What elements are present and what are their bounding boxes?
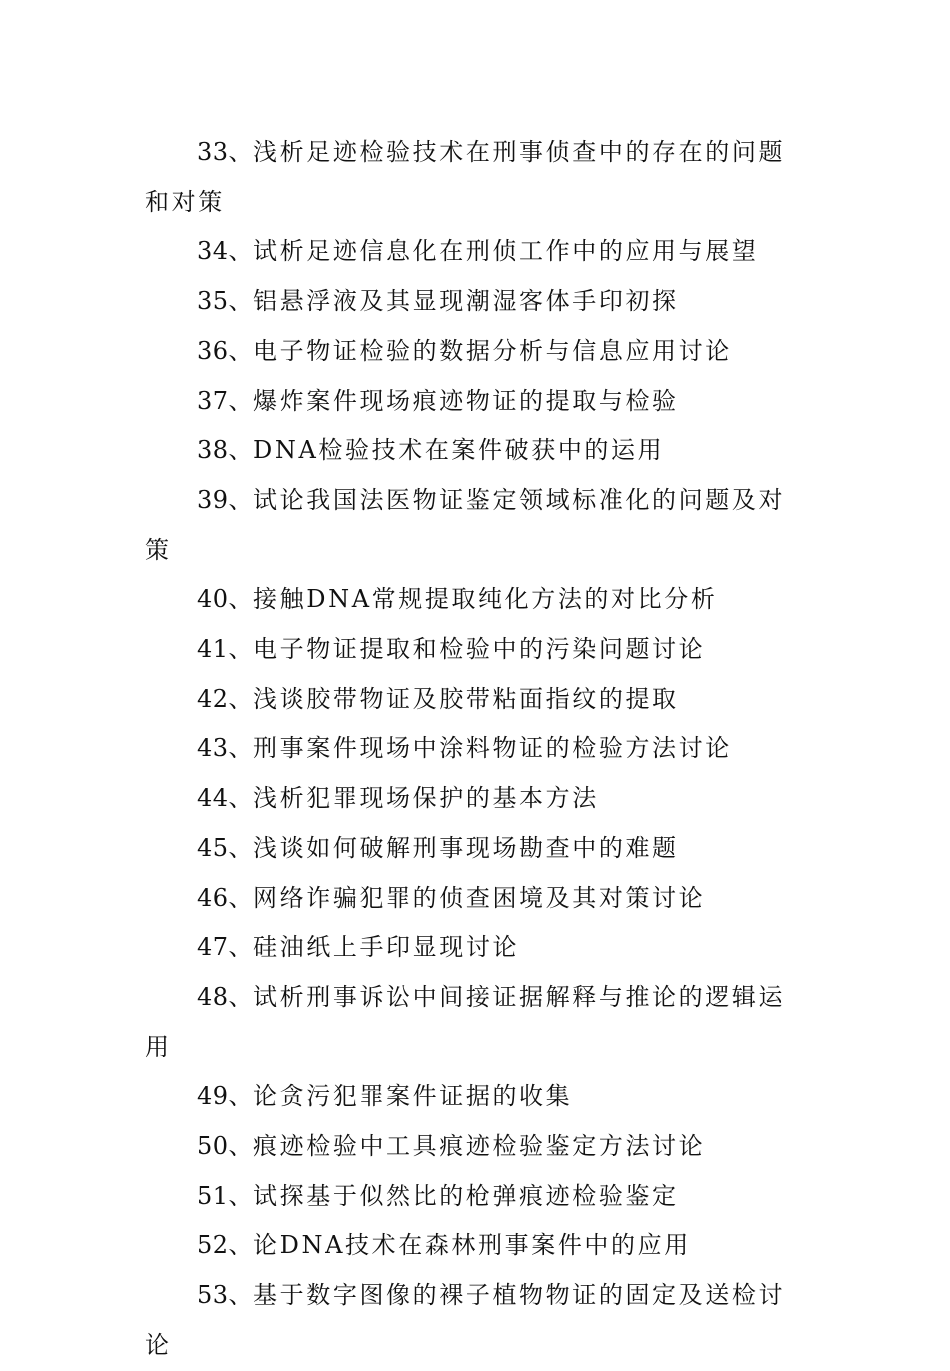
item-number: 41、 [197, 635, 254, 664]
list-item [145, 1271, 805, 1370]
item-number: 36、 [197, 336, 254, 365]
list-item [145, 377, 805, 427]
item-text: 接触DNA常规提取纯化方法的对比分析 [253, 585, 718, 614]
item-number: 34、 [197, 237, 254, 266]
item-text: 刑事案件现场中涂料物证的检验方法讨论 [253, 734, 732, 763]
item-text: 硅油纸上手印显现讨论 [253, 933, 520, 962]
item-text: 试探基于似然比的枪弹痕迹检验鉴定 [253, 1181, 679, 1210]
item-text: 铝悬浮液及其显现潮湿客体手印初探 [253, 287, 679, 316]
list-item [145, 227, 805, 277]
item-number: 43、 [197, 734, 254, 763]
list-item [145, 1172, 805, 1222]
list-item [145, 973, 805, 1072]
item-number: 39、 [197, 485, 254, 514]
item-text: 电子物证检验的数据分析与信息应用讨论 [253, 336, 732, 365]
item-number: 48、 [197, 982, 254, 1011]
item-number: 45、 [197, 833, 254, 862]
item-text: 痕迹检验中工具痕迹检验鉴定方法讨论 [253, 1132, 706, 1161]
item-text: 浅析足迹检验技术在刑事侦查中的存在的问题和对策 [145, 138, 786, 216]
item-text: 试论我国法医物证鉴定领域标准化的问题及对策 [145, 485, 786, 564]
list-item [145, 1122, 805, 1172]
list-item [145, 774, 805, 824]
item-number: 49、 [197, 1082, 254, 1111]
item-number: 52、 [197, 1231, 254, 1260]
list-item [145, 625, 805, 675]
item-number: 38、 [197, 436, 254, 465]
list-item [145, 824, 805, 874]
list-item [145, 476, 805, 575]
list-item [145, 1221, 805, 1271]
item-number: 40、 [197, 585, 254, 614]
item-number: 50、 [197, 1132, 254, 1161]
item-text: 论DNA技术在森林刑事案件中的应用 [253, 1231, 691, 1260]
item-number: 46、 [197, 883, 254, 912]
item-text: 网络诈骗犯罪的侦查困境及其对策讨论 [253, 883, 706, 912]
list-item [145, 874, 805, 924]
item-text: 浅谈胶带物证及胶带粘面指纹的提取 [253, 684, 679, 713]
item-number: 47、 [197, 933, 254, 962]
item-number: 51、 [197, 1181, 254, 1210]
item-text: 浅谈如何破解刑事现场勘查中的难题 [253, 833, 679, 862]
list-item [145, 1072, 805, 1122]
topic-list [145, 128, 805, 1371]
item-number: 42、 [197, 684, 254, 713]
item-text: 爆炸案件现场痕迹物证的提取与检验 [253, 386, 679, 415]
item-text: 试析足迹信息化在刑侦工作中的应用与展望 [253, 237, 759, 266]
item-number: 33、 [197, 138, 254, 166]
item-number: 44、 [197, 784, 254, 813]
item-text: DNA检验技术在案件破获中的运用 [253, 436, 665, 465]
list-item [145, 277, 805, 327]
item-number: 35、 [197, 287, 254, 316]
list-item [145, 923, 805, 973]
item-text: 论贪污犯罪案件证据的收集 [253, 1082, 573, 1111]
item-text: 基于数字图像的裸子植物物证的固定及送检讨论 [145, 1281, 786, 1359]
item-text: 电子物证提取和检验中的污染问题讨论 [253, 635, 706, 664]
list-item [145, 128, 805, 227]
item-number: 53、 [197, 1281, 254, 1310]
list-item [145, 575, 805, 625]
item-text: 试析刑事诉讼中间接证据解释与推论的逻辑运用 [145, 982, 786, 1061]
list-item [145, 426, 805, 476]
list-item [145, 675, 805, 725]
item-number: 37、 [197, 386, 254, 415]
list-item [145, 724, 805, 774]
item-text: 浅析犯罪现场保护的基本方法 [253, 784, 599, 813]
list-item [145, 327, 805, 377]
